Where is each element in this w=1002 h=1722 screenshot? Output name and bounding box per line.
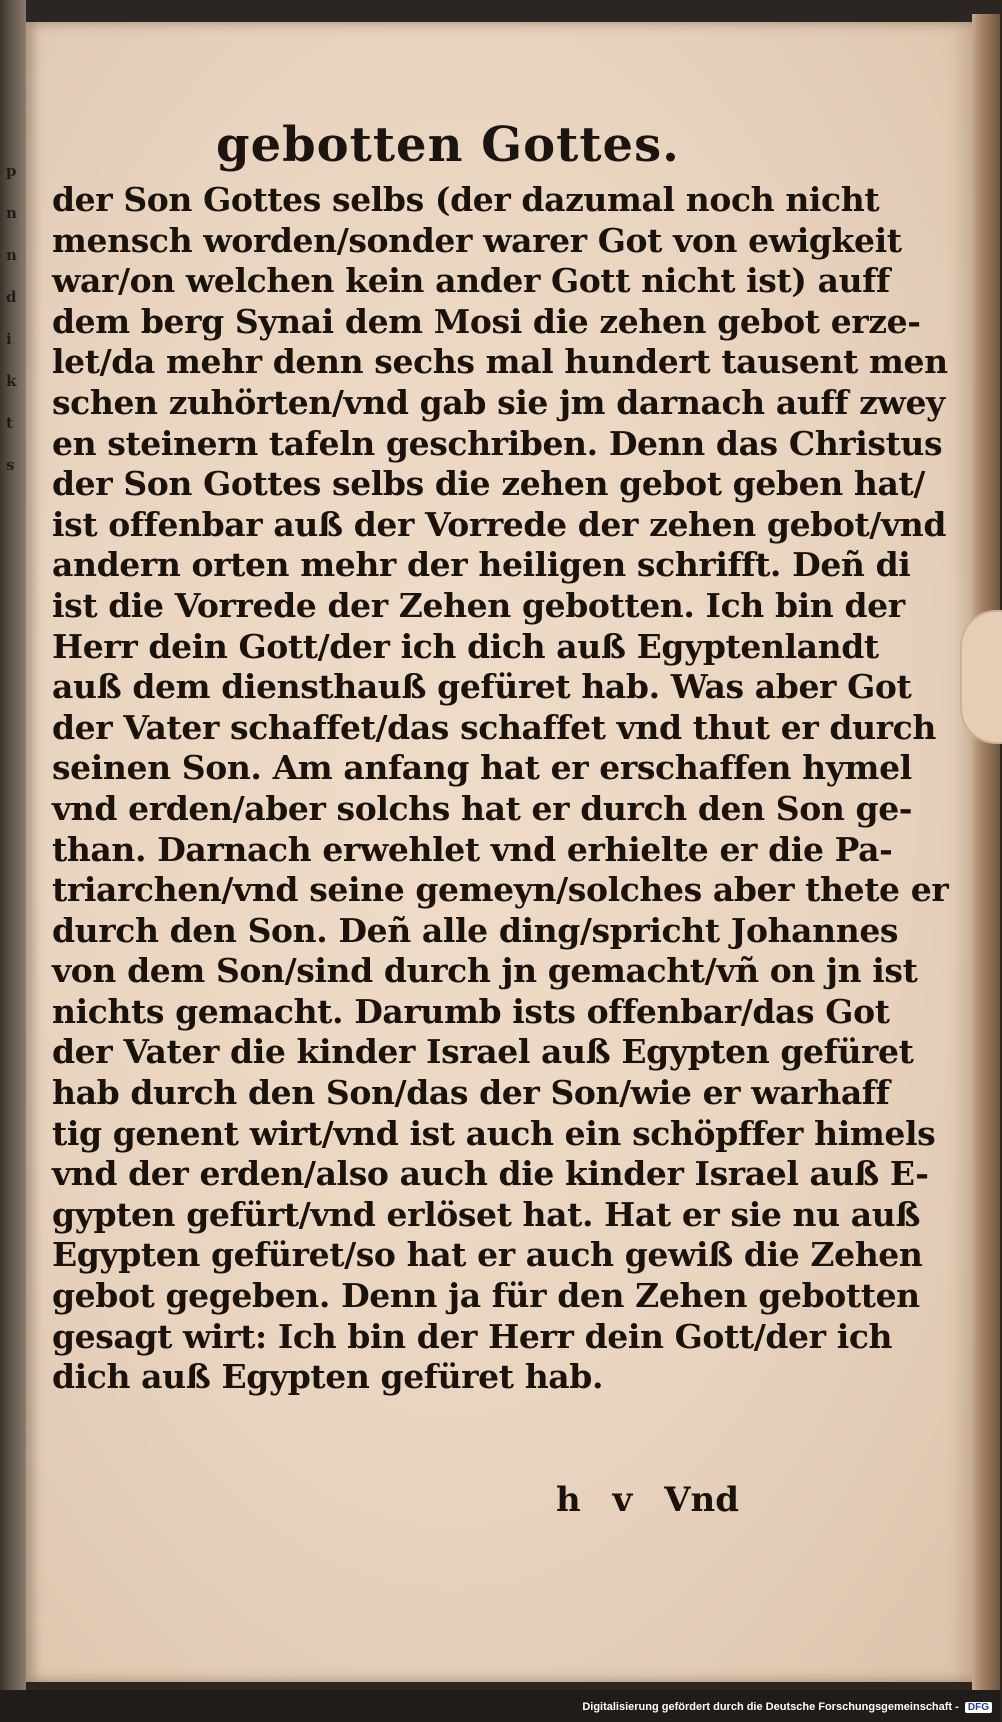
text-line: andern orten mehr der heiligen schrifft. Deñ di [52,545,911,585]
text-line: vnd erden/aber solchs hat er durch den Son ge- [52,788,913,828]
text-line: than. Darnach erwehlet vnd erhielte er die Pa- [52,829,893,869]
text-line: gypten gefürt/vnd erlöset hat. Hat er sie nu auß [52,1194,921,1234]
gutter-fragment: i [6,330,12,348]
text-line: dem berg Synai dem Mosi die zehen gebot erze- [52,301,921,341]
text-line: der Son Gottes selbs die zehen gebot geben hat/ [52,464,925,504]
text-line: seinen Son. Am anfang hat er erschaffen hymel [52,748,912,788]
text-line: nichts gemacht. Darumb ists offenbar/das Got [52,991,890,1031]
body-text [52,180,949,1398]
text-line: Herr dein Gott/der ich dich auß Egyptenlandt [52,626,879,666]
adjacent-page-gutter [6,150,22,1350]
text-line: Egypten gefüret/so hat er auch gewiß die Zehen [52,1235,923,1275]
gutter-fragment: k [6,372,17,390]
text-line: let/da mehr denn sechs mal hundert tausent men [52,342,948,382]
text-line: schen zuhörten/vnd gab sie jm darnach auff zwey [52,382,945,422]
book-page [26,22,972,1682]
gutter-fragment: d [6,288,17,306]
text-line: mensch worden/sonder warer Got von ewigkeit [52,220,902,260]
gutter-fragment: n [6,204,17,222]
text-line: der Vater schaffet/das schaffet vnd thut er durch [52,707,936,747]
text-line: vnd der erden/also auch die kinder Israel auß E- [52,1154,929,1194]
text-line: auß dem diensthauß gefüret hab. Was aber Got [52,667,912,707]
gutter-fragment: n [6,246,17,264]
text-line: der Vater die kinder Israel auß Egypten gefüret [52,1032,914,1072]
text-line: gebot gegeben. Denn ja für den Zehen gebotten [52,1276,920,1316]
text-line: war/on welchen kein ander Gott nicht ist) auff [52,261,890,301]
gutter-fragment: t [6,414,13,432]
text-line: von dem Son/sind durch jn gemacht/vñ on jn ist [52,951,918,991]
signature-catchword: h v Vnd [556,1480,740,1520]
text-line: ist offenbar auß der Vorrede der zehen gebot/vnd [52,504,947,544]
text-line: en steinern tafeln geschriben. Denn das Christus [52,423,943,463]
text-line: der Son Gottes selbs (der dazumal noch nicht [52,180,880,219]
text-line: dich auß Egypten gefüret hab. [52,1357,604,1397]
dfg-logo: DFG [965,1702,992,1713]
gutter-fragment: p [6,162,17,180]
text-line: hab durch den Son/das der Son/wie er warhaff [52,1073,890,1113]
running-head: gebotten Gottes. [216,117,680,173]
text-line: triarchen/vnd seine gemeyn/solches aber thete er [52,870,949,910]
gutter-fragment: s [6,456,15,474]
footer-credit-text: Digitalisierung gefördert durch die Deutsche Forschungsgemeinschaft - [582,1701,959,1713]
page-edge [972,14,1000,1690]
footer-credit [582,1701,992,1713]
text-line: durch den Son. Deñ alle ding/spricht Johannes [52,910,899,950]
text-line: gesagt wirt: Ich bin der Herr dein Gott/der ich [52,1316,893,1356]
text-line: tig genent wirt/vnd ist auch ein schöpffer himels [52,1113,936,1153]
text-line: ist die Vorrede der Zehen gebotten. Ich bin der [52,585,905,625]
page-tab [960,610,1002,744]
